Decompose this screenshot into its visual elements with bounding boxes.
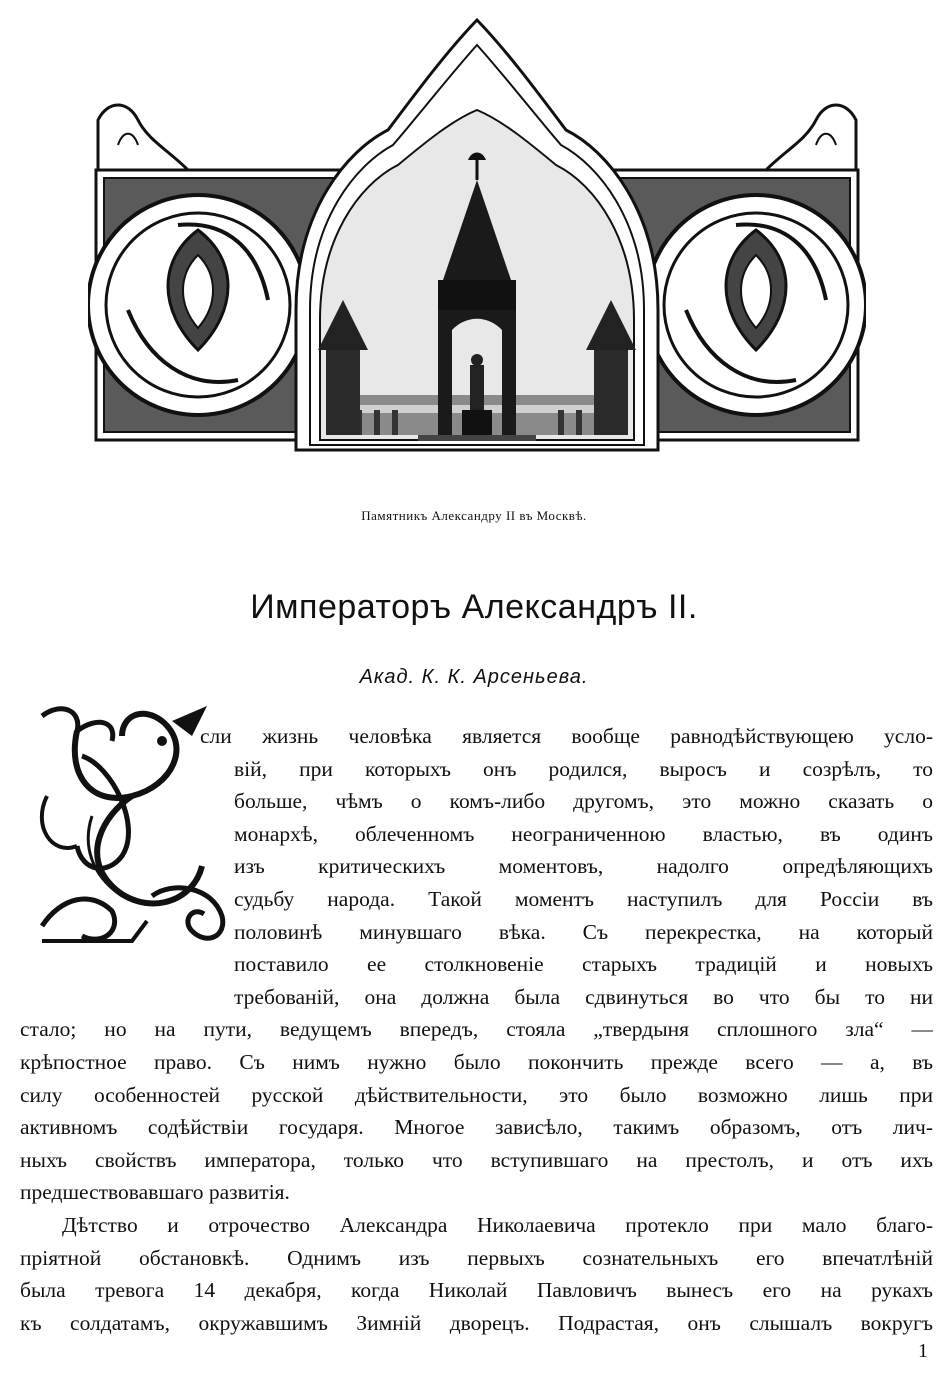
text-line: къ солдатамъ, окружавшимъ Зимній дворецъ. Подрастая, онъ слышалъ вокругъ <box>20 1310 933 1335</box>
text-line: пріятной обстановкѣ. Однимъ изъ первыхъ сознательныхъ его впечатлѣній <box>20 1245 933 1270</box>
text-line: судьбу народа. Такой моментъ наступилъ для Россіи въ <box>234 886 933 911</box>
text-line: монархѣ, облеченномъ неограниченною властью, въ одинъ <box>234 821 933 846</box>
text-line: Дѣтство и отрочество Александра Николаевича протекло при мало благо- <box>62 1212 933 1237</box>
text-line: была тревога 14 декабря, когда Николай Павловичъ вынесъ его на рукахъ <box>20 1278 933 1303</box>
text-line: предшествовавшаго развитія. <box>20 1180 290 1205</box>
text-line: требованій, она должна была сдвинуться во что бы то ни <box>234 984 933 1009</box>
text-line: активномъ содѣйствіи государя. Многое зависѣло, такимъ образомъ, отъ лич- <box>20 1115 933 1140</box>
text-line: изъ критическихъ моментовъ, надолго опредѣляющихъ <box>234 854 933 879</box>
article-body <box>20 720 933 1339</box>
text-line: силу особенностей русской дѣйствительности, это было возможно лишь при <box>20 1082 933 1107</box>
text-line: стало; но на пути, ведущемъ впередъ, стояла „твердыня сплошного зла“ — <box>20 1017 933 1042</box>
text-line: половинѣ минувшаго вѣка. Съ перекрестка, на который <box>234 919 933 944</box>
left-finial <box>98 105 188 170</box>
page-number: 1 <box>918 1340 928 1362</box>
right-finial <box>766 105 856 170</box>
ornamental-headpiece <box>88 10 866 460</box>
illustration-caption: Памятникъ Александру II въ Москвѣ. <box>361 508 587 523</box>
article-title: Императоръ Александръ II. <box>250 588 698 626</box>
text-line: сли жизнь человѣка является вообще равнодѣйствующею усло- <box>200 724 933 748</box>
article-author: Акад. К. К. Арсеньева. <box>359 666 589 688</box>
text-line: ныхъ свойствъ императора, только что вступившаго на престолъ, и отъ ихъ <box>20 1147 933 1172</box>
text-line: больше, чѣмъ о комъ-либо другомъ, это можно сказать о <box>234 789 933 814</box>
text-line: крѣпостное право. Съ нимъ нужно было покончить прежде всего — а, въ <box>20 1049 933 1074</box>
text-line: вій, при которыхъ онъ родился, выросъ и созрѣлъ, то <box>234 756 933 781</box>
text-line: поставило ее столкновеніе старыхъ традицій и новыхъ <box>234 952 933 977</box>
